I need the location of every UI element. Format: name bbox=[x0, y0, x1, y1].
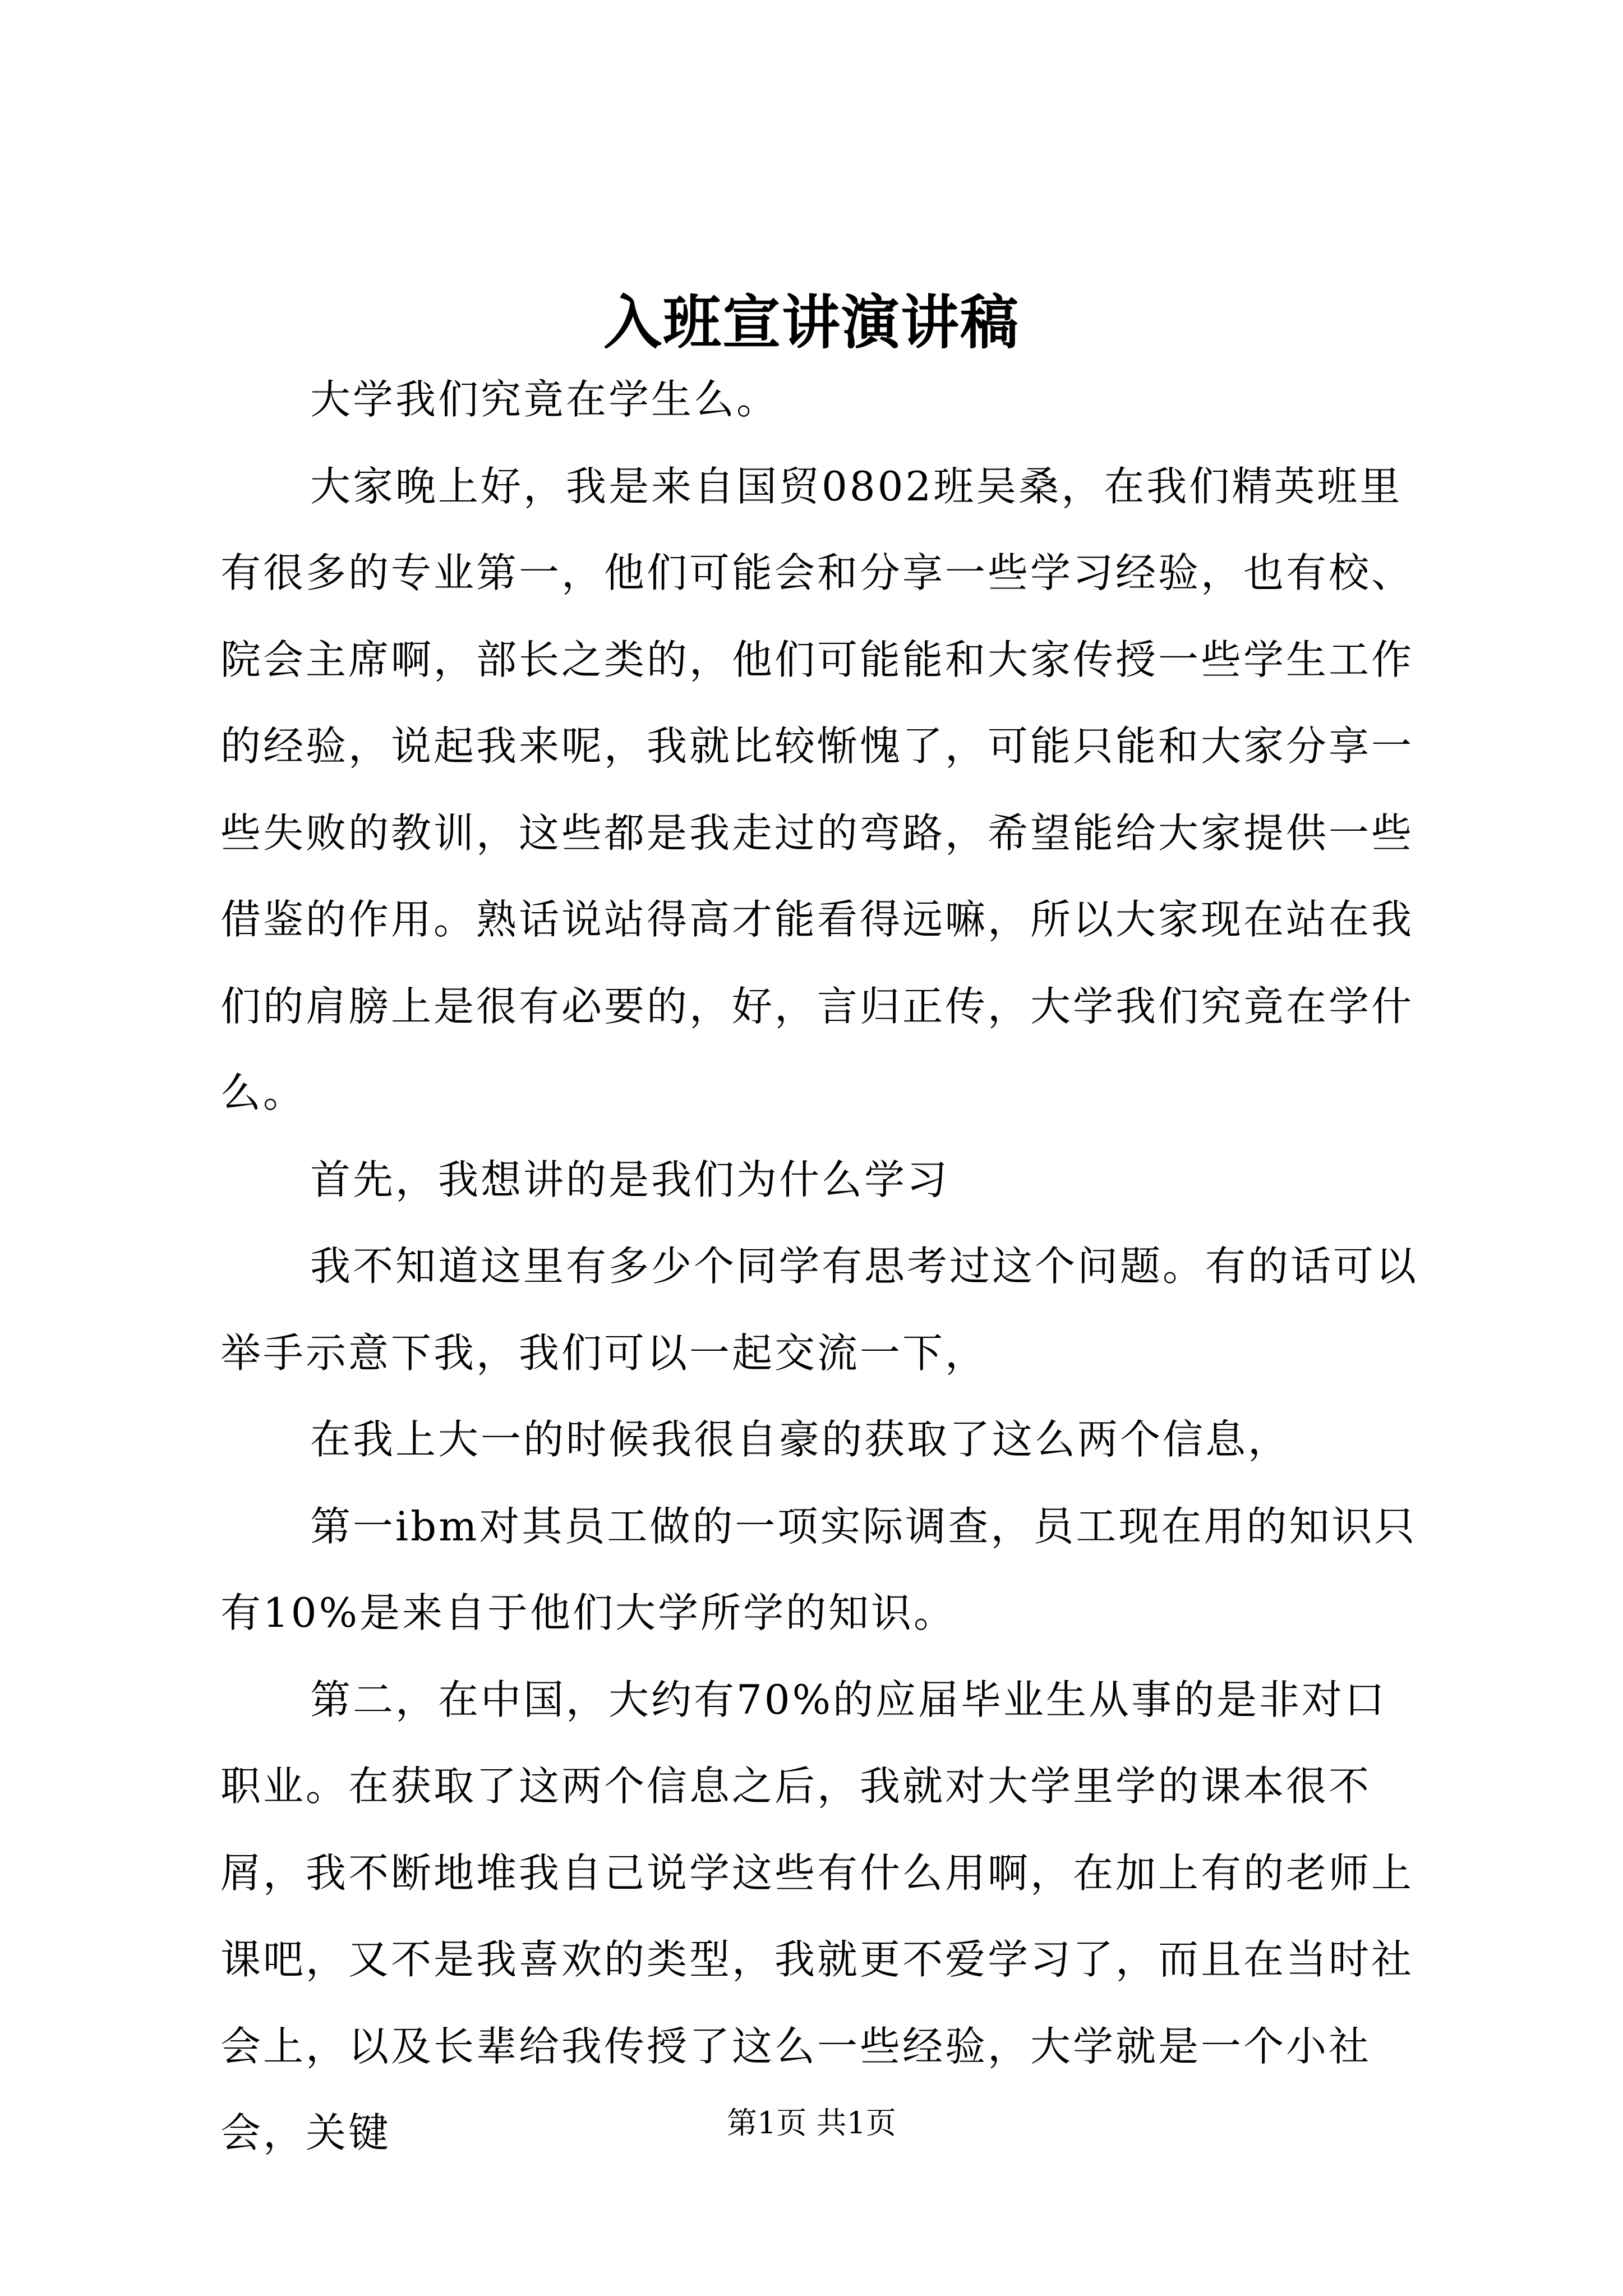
paragraph-1: 大学我们究竟在学生么。 bbox=[310, 376, 780, 423]
paragraph-7: 第二，在中国，大约有70%的应届毕业生从事的是非对口职业。在获取了这两个信息之后，我就对大学里学的课本很不屑，我不断地堆我自己说学这些有什么用啊，在加上有的老师上课吧，又不是我喜欢的类型，我就更不爱学习了，而且在当时社会上，以及长辈给我传授了这么一些经验，大学就是一个小社会，关键 bbox=[220, 1676, 1414, 2156]
paragraph-4: 我不知道这里有多少个同学有思考过这个问题。有的话可以举手示意下我，我们可以一起交流一下， bbox=[220, 1243, 1419, 1377]
paragraph-2: 大家晚上好，我是来自国贸0802班吴桑，在我们精英班里有很多的专业第一，他们可能会和分享一些学习经验，也有校、院会主席啊，部长之类的，他们可能能和大家传授一些学生工作的经验，说起我来呢，我就比较惭愧了，可能只能和大家分享一些失败的教训，这些都是我走过的弯路，希望能给大家提供一些借鉴的作用。熟话说站得高才能看得远嘛，所以大家现在站在我们的肩膀上是很有必要的，好，言归正传，大学我们究竟在学什么。 bbox=[220, 462, 1414, 1116]
paragraph-3: 首先，我想讲的是我们为什么学习 bbox=[310, 1156, 950, 1203]
page-footer: 第1页 共1页 bbox=[727, 2105, 896, 2141]
document-title: 入班宣讲演讲稿 bbox=[603, 288, 1020, 357]
paragraph-6: 第一ibm对其员工做的一项实际调查，员工现在用的知识只有10%是来自于他们大学所学的知识。 bbox=[220, 1502, 1417, 1636]
paragraph-5: 在我上大一的时候我很自豪的获取了这么两个信息， bbox=[310, 1416, 1291, 1463]
document-body bbox=[220, 356, 1418, 2177]
